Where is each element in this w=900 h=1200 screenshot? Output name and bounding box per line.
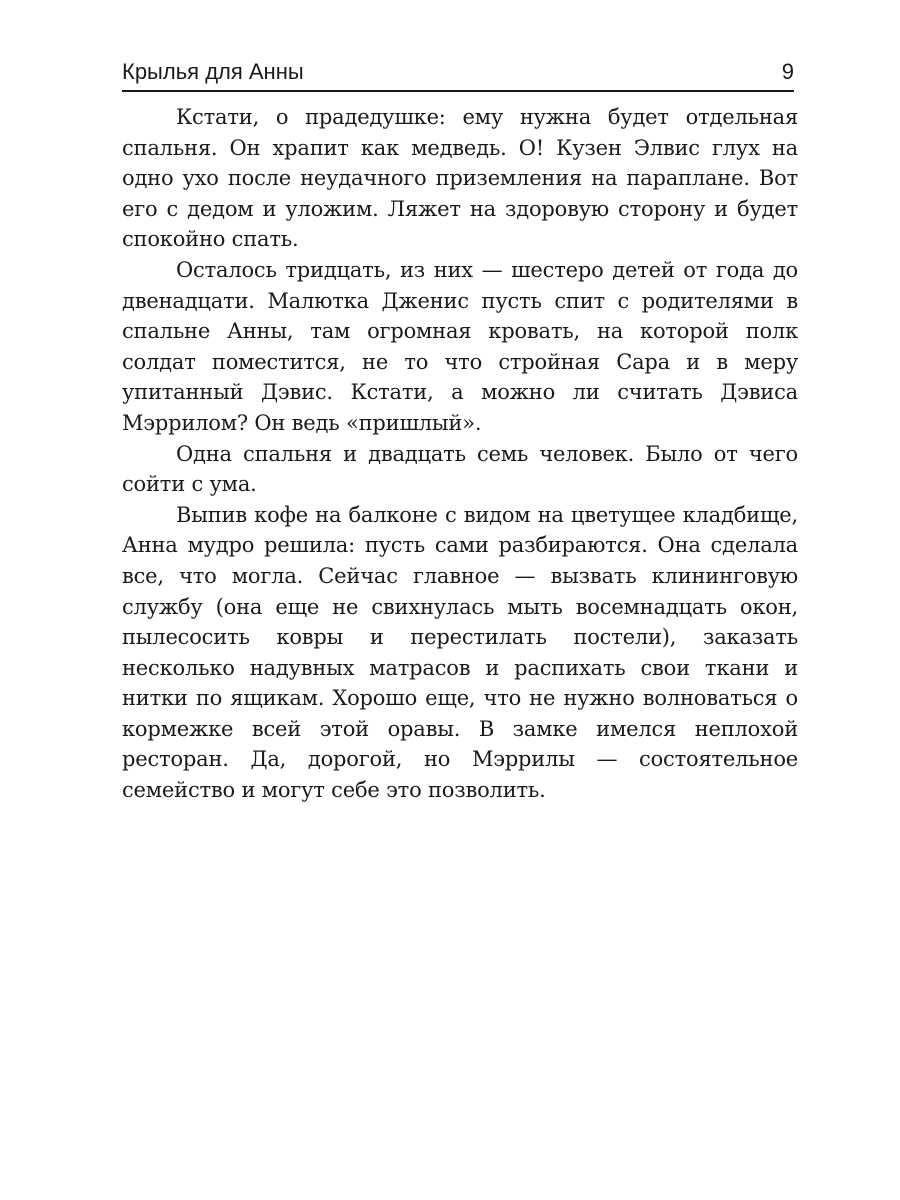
running-header <box>122 56 794 92</box>
paragraph: Кстати, о прадедушке: ему нужна будет отдельная спальня. Он храпит как медведь. О! Кузен Элвис глух на одно ухо после неудачного приземления на параплане. Вот его с дедом и уложим. Ляжет на здоровую сторону и будет спокойно спать. <box>122 105 798 252</box>
text-body <box>122 102 798 806</box>
page-number: 9 <box>781 59 794 84</box>
book-title: Крылья для Анны <box>122 59 304 84</box>
paragraph: Одна спальня и двадцать семь человек. Было от чего сойти с ума. <box>122 441 798 497</box>
paragraph: Осталось тридцать, из них — шестеро детей от года до двенадцати. Малютка Дженис пусть спит с родителями в спальне Анны, там огромная кровать, на которой полк солдат поместится, не то что стройная Сара и в меру упитанный Дэвис. Кстати, а можно ли считать Дэвиса Мэррилом? Он ведь «пришлый». <box>122 257 798 435</box>
paragraph: Выпив кофе на балконе с видом на цветущее кладбище, Анна мудро решила: пусть сами разбираются. Она сделала все, что могла. Сейчас главное — вызвать клининговую службу (она еще не свихнулась мыть восемнадцать окон, пылесосить ковры и перестилать постели), заказать несколько надувных матрасов и распихать свои ткани и нитки по ящикам. Хорошо еще, что не нужно волноваться о кормежке всей этой оравы. В замке имелся неплохой ресторан. Да, дорогой, но Мэррилы — состоятельное семейство и могут себе это позволить. <box>122 502 798 803</box>
